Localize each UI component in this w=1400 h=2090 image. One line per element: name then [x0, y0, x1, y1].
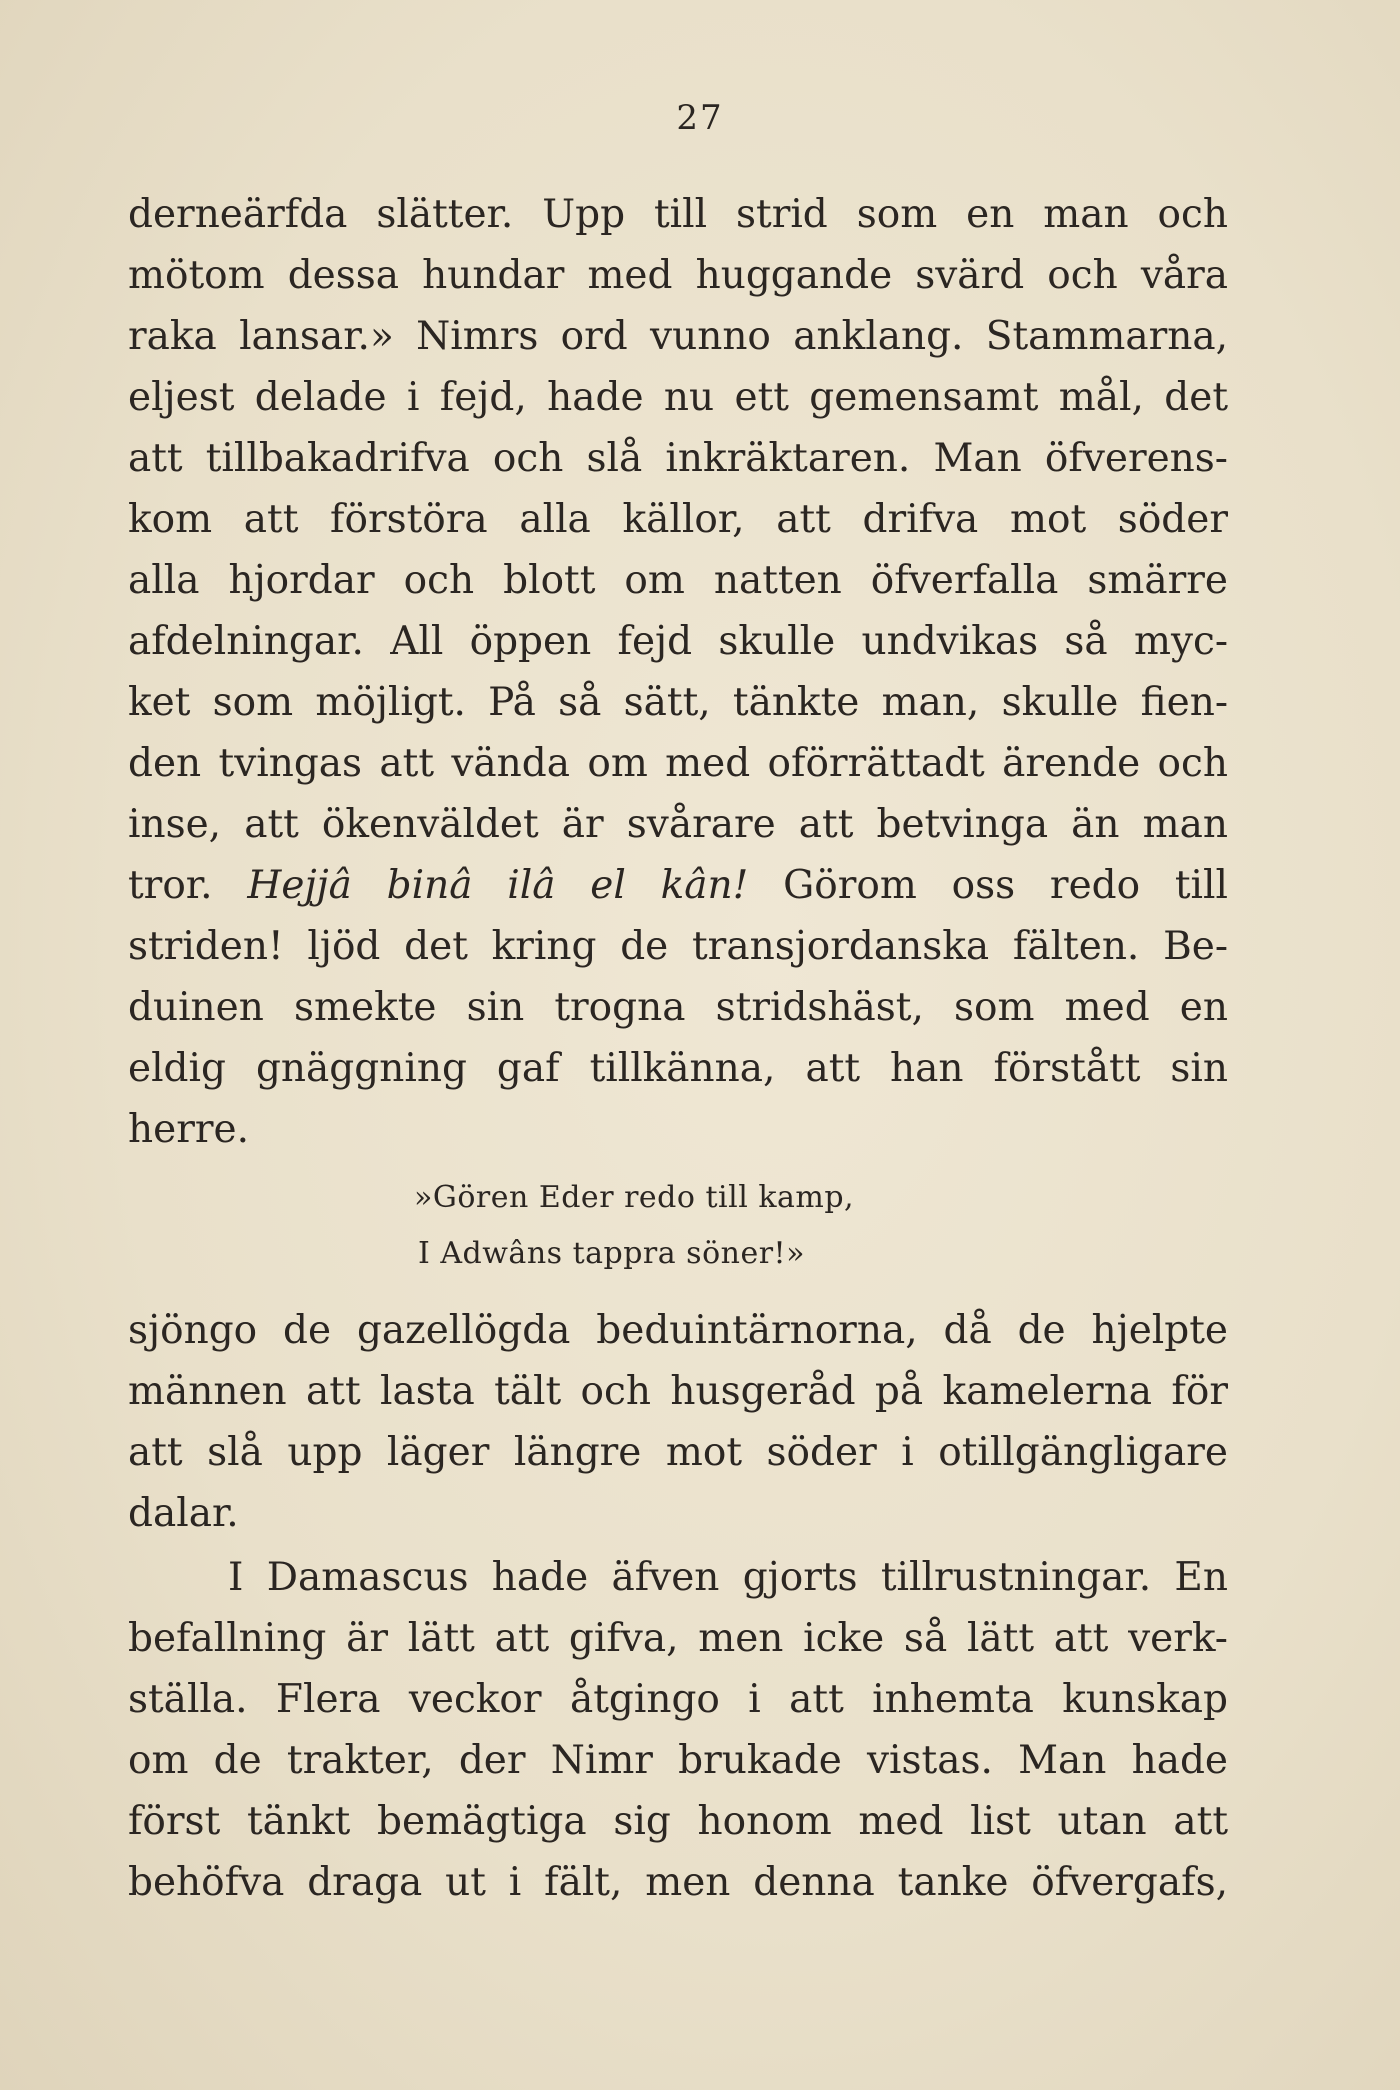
text-line: afdelningar. All öppen fejd skulle undvikas så myc-	[128, 619, 1228, 664]
text-line: eljest delade i fejd, hade nu ett gemensamt mål, det	[128, 375, 1228, 420]
text-line: inse, att ökenväldet är svårare att betvinga än man	[128, 802, 1228, 847]
paragraph-2	[128, 1300, 1228, 1544]
italic-phrase: Hejjâ binâ ilâ el kân!	[247, 863, 749, 908]
text-line: att slå upp läger längre mot söder i otillgängligare	[128, 1430, 1228, 1475]
text-line: I Damascus hade äfven gjorts tillrustningar. En	[228, 1555, 1228, 1600]
page-number: 27	[676, 98, 724, 138]
text-line: behöfva draga ut i fält, men denna tanke öfvergafs,	[128, 1860, 1228, 1905]
text-line-with-italic	[128, 855, 1228, 916]
text-line: männen att lasta tält och husgeråd på kamelerna för	[128, 1369, 1228, 1414]
text-line: ket som möjligt. På så sätt, tänkte man, skulle fien-	[128, 680, 1228, 725]
text-line: den tvingas att vända om med oförrättadt ärende och	[128, 741, 1228, 786]
text-line: ställa. Flera veckor åtgingo i att inhemta kunskap	[128, 1677, 1228, 1722]
text-line: eldig gnäggning gaf tillkänna, att han förstått sin	[128, 1046, 1228, 1091]
text-line: sjöngo de gazellögda beduintärnorna, då de hjelpte	[128, 1308, 1228, 1353]
line-text-before: tror.	[128, 863, 213, 908]
text-line: alla hjordar och blott om natten öfverfalla smärre	[128, 558, 1228, 603]
verse-line: I Adwâns tappra söner!»	[418, 1236, 805, 1271]
verse-line: »Gören Eder redo till kamp,	[414, 1180, 855, 1215]
text-line: om de trakter, der Nimr brukade vistas. Man hade	[128, 1738, 1228, 1783]
text-line: att tillbakadrifva och slå inkräktaren. Man öfverens-	[128, 436, 1228, 481]
text-line: striden! ljöd det kring de transjordanska fälten. Be-	[128, 924, 1228, 969]
text-line: kom att förstöra alla källor, att drifva mot söder	[128, 497, 1228, 542]
paragraph-1	[128, 184, 1228, 1160]
text-line: herre.	[128, 1107, 249, 1152]
text-line: raka lansar.» Nimrs ord vunno anklang. Stammarna,	[128, 314, 1228, 359]
paragraph-3	[128, 1547, 1228, 1913]
text-line: derneärfda slätter. Upp till strid som en man och	[128, 192, 1228, 237]
text-line: först tänkt bemägtiga sig honom med list utan att	[128, 1799, 1228, 1844]
text-line: duinen smekte sin trogna stridshäst, som med en	[128, 985, 1228, 1030]
verse-quote	[414, 1170, 934, 1282]
text-line: mötom dessa hundar med huggande svärd och våra	[128, 253, 1228, 298]
text-line: dalar.	[128, 1491, 239, 1536]
line-text-after: Görom oss redo till	[783, 863, 1228, 908]
text-line: befallning är lätt att gifva, men icke så lätt att verk-	[128, 1616, 1228, 1661]
